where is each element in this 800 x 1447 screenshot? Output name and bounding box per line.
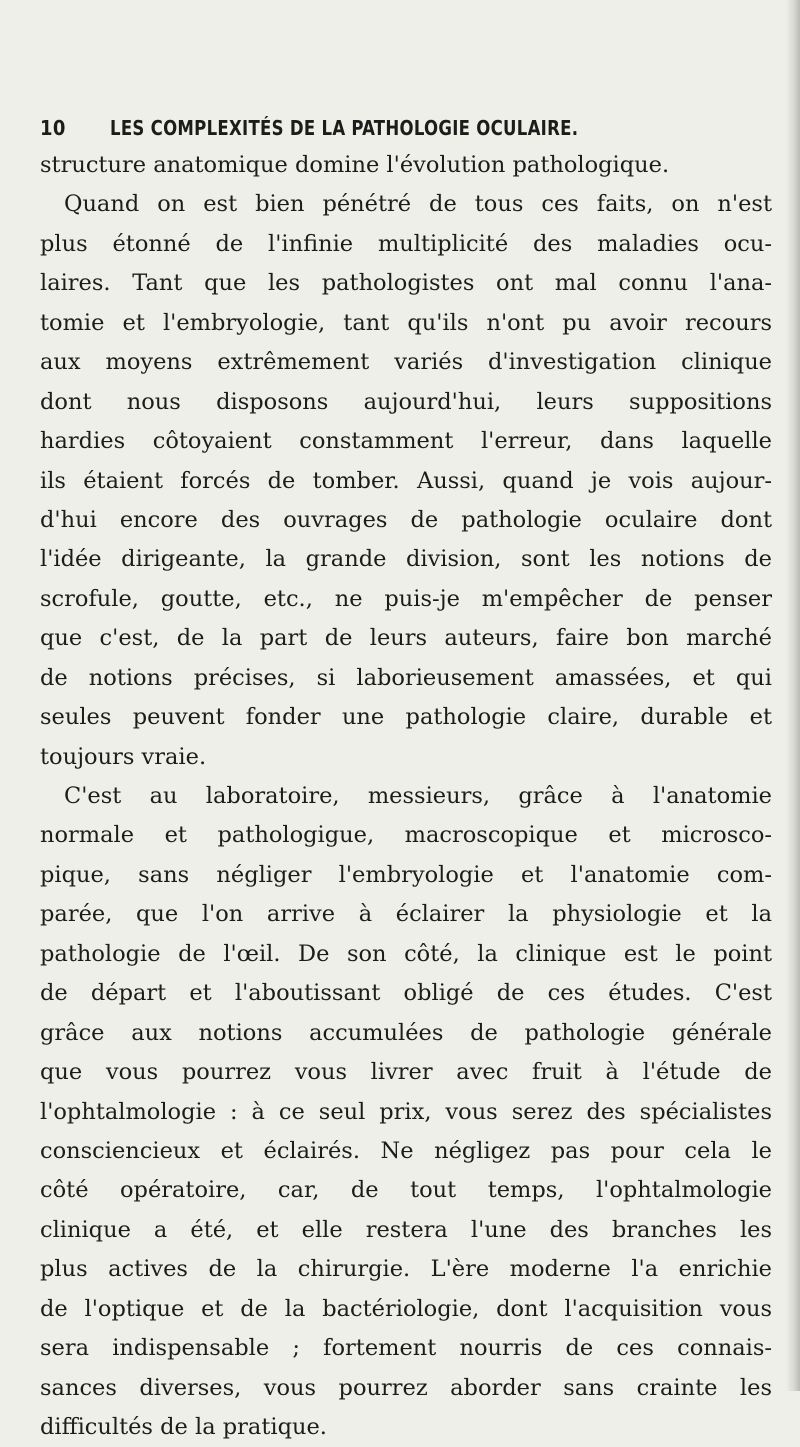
text-line: l'idée dirigeante, la grande division, sont les notions de	[40, 546, 772, 573]
text-line: aux moyens extrêmement variés d'investigation clinique	[40, 349, 772, 376]
text-line: plus actives de la chirurgie. L'ère moderne l'a enrichie	[40, 1256, 772, 1283]
text-line: que vous pourrez vous livrer avec fruit à l'étude de	[40, 1059, 772, 1086]
text-line: normale et pathologigue, macroscopique et microsco-	[40, 822, 772, 849]
text-line: scrofule, goutte, etc., ne puis-je m'empêcher de penser	[40, 585, 772, 612]
text-line: structure anatomique domine l'évolution pathologique.	[40, 152, 670, 178]
text-line: parée, que l'on arrive à éclairer la physiologie et la	[40, 901, 772, 928]
page-number: 10	[40, 116, 66, 140]
text-line: seules peuvent fonder une pathologie claire, durable et	[40, 704, 772, 731]
text-line: ils étaient forcés de tomber. Aussi, quand je vois aujour-	[40, 467, 772, 494]
text-line: sera indispensable ; fortement nourris de ces connais-	[40, 1335, 772, 1362]
text-line: clinique a été, et elle restera l'une des branches les	[40, 1216, 772, 1243]
running-head-title: LES COMPLEXITÉS DE LA PATHOLOGIE OCULAIRE.	[110, 116, 579, 140]
text-line: que c'est, de la part de leurs auteurs, faire bon marché	[40, 625, 772, 652]
body-text	[40, 146, 772, 1447]
text-line: dont nous disposons aujourd'hui, leurs suppositions	[40, 388, 772, 415]
text-line: sances diverses, vous pourrez aborder sans crainte les	[40, 1374, 772, 1401]
text-line: plus étonné de l'infinie multiplicité des maladies ocu-	[40, 230, 772, 257]
text-line: laires. Tant que les pathologistes ont mal connu l'ana-	[40, 270, 772, 297]
text-line: côté opératoire, car, de tout temps, l'ophtalmologie	[40, 1177, 772, 1204]
text-line: pique, sans négliger l'embryologie et l'anatomie com-	[40, 861, 772, 888]
text-line: pathologie de l'œil. De son côté, la clinique est le point	[40, 940, 772, 967]
text-line: consciencieux et éclairés. Ne négligez pas pour cela le	[40, 1137, 772, 1164]
text-line: de départ et l'aboutissant obligé de ces études. C'est	[40, 980, 772, 1007]
text-line: C'est au laboratoire, messieurs, grâce à l'anatomie	[64, 783, 772, 809]
text-line: de notions précises, si laborieusement amassées, et qui	[40, 664, 772, 691]
running-head	[30, 112, 770, 144]
text-line: difficultés de la pratique.	[40, 1414, 327, 1440]
text-line: de l'optique et de la bactériologie, dont l'acquisition vous	[40, 1295, 772, 1322]
text-line: l'ophtalmologie : à ce seul prix, vous serez des spécialistes	[40, 1098, 772, 1125]
text-line: Quand on est bien pénétré de tous ces faits, on n'est	[64, 191, 772, 218]
text-line: grâce aux notions accumulées de pathologie générale	[40, 1019, 772, 1046]
text-line: toujours vraie.	[40, 743, 207, 770]
text-line: tomie et l'embryologie, tant qu'ils n'ont pu avoir recours	[40, 309, 772, 336]
text-line: hardies côtoyaient constamment l'erreur, dans laquelle	[40, 428, 772, 455]
text-line: d'hui encore des ouvrages de pathologie oculaire dont	[40, 506, 772, 533]
page-edge-shadow	[786, 0, 800, 1391]
